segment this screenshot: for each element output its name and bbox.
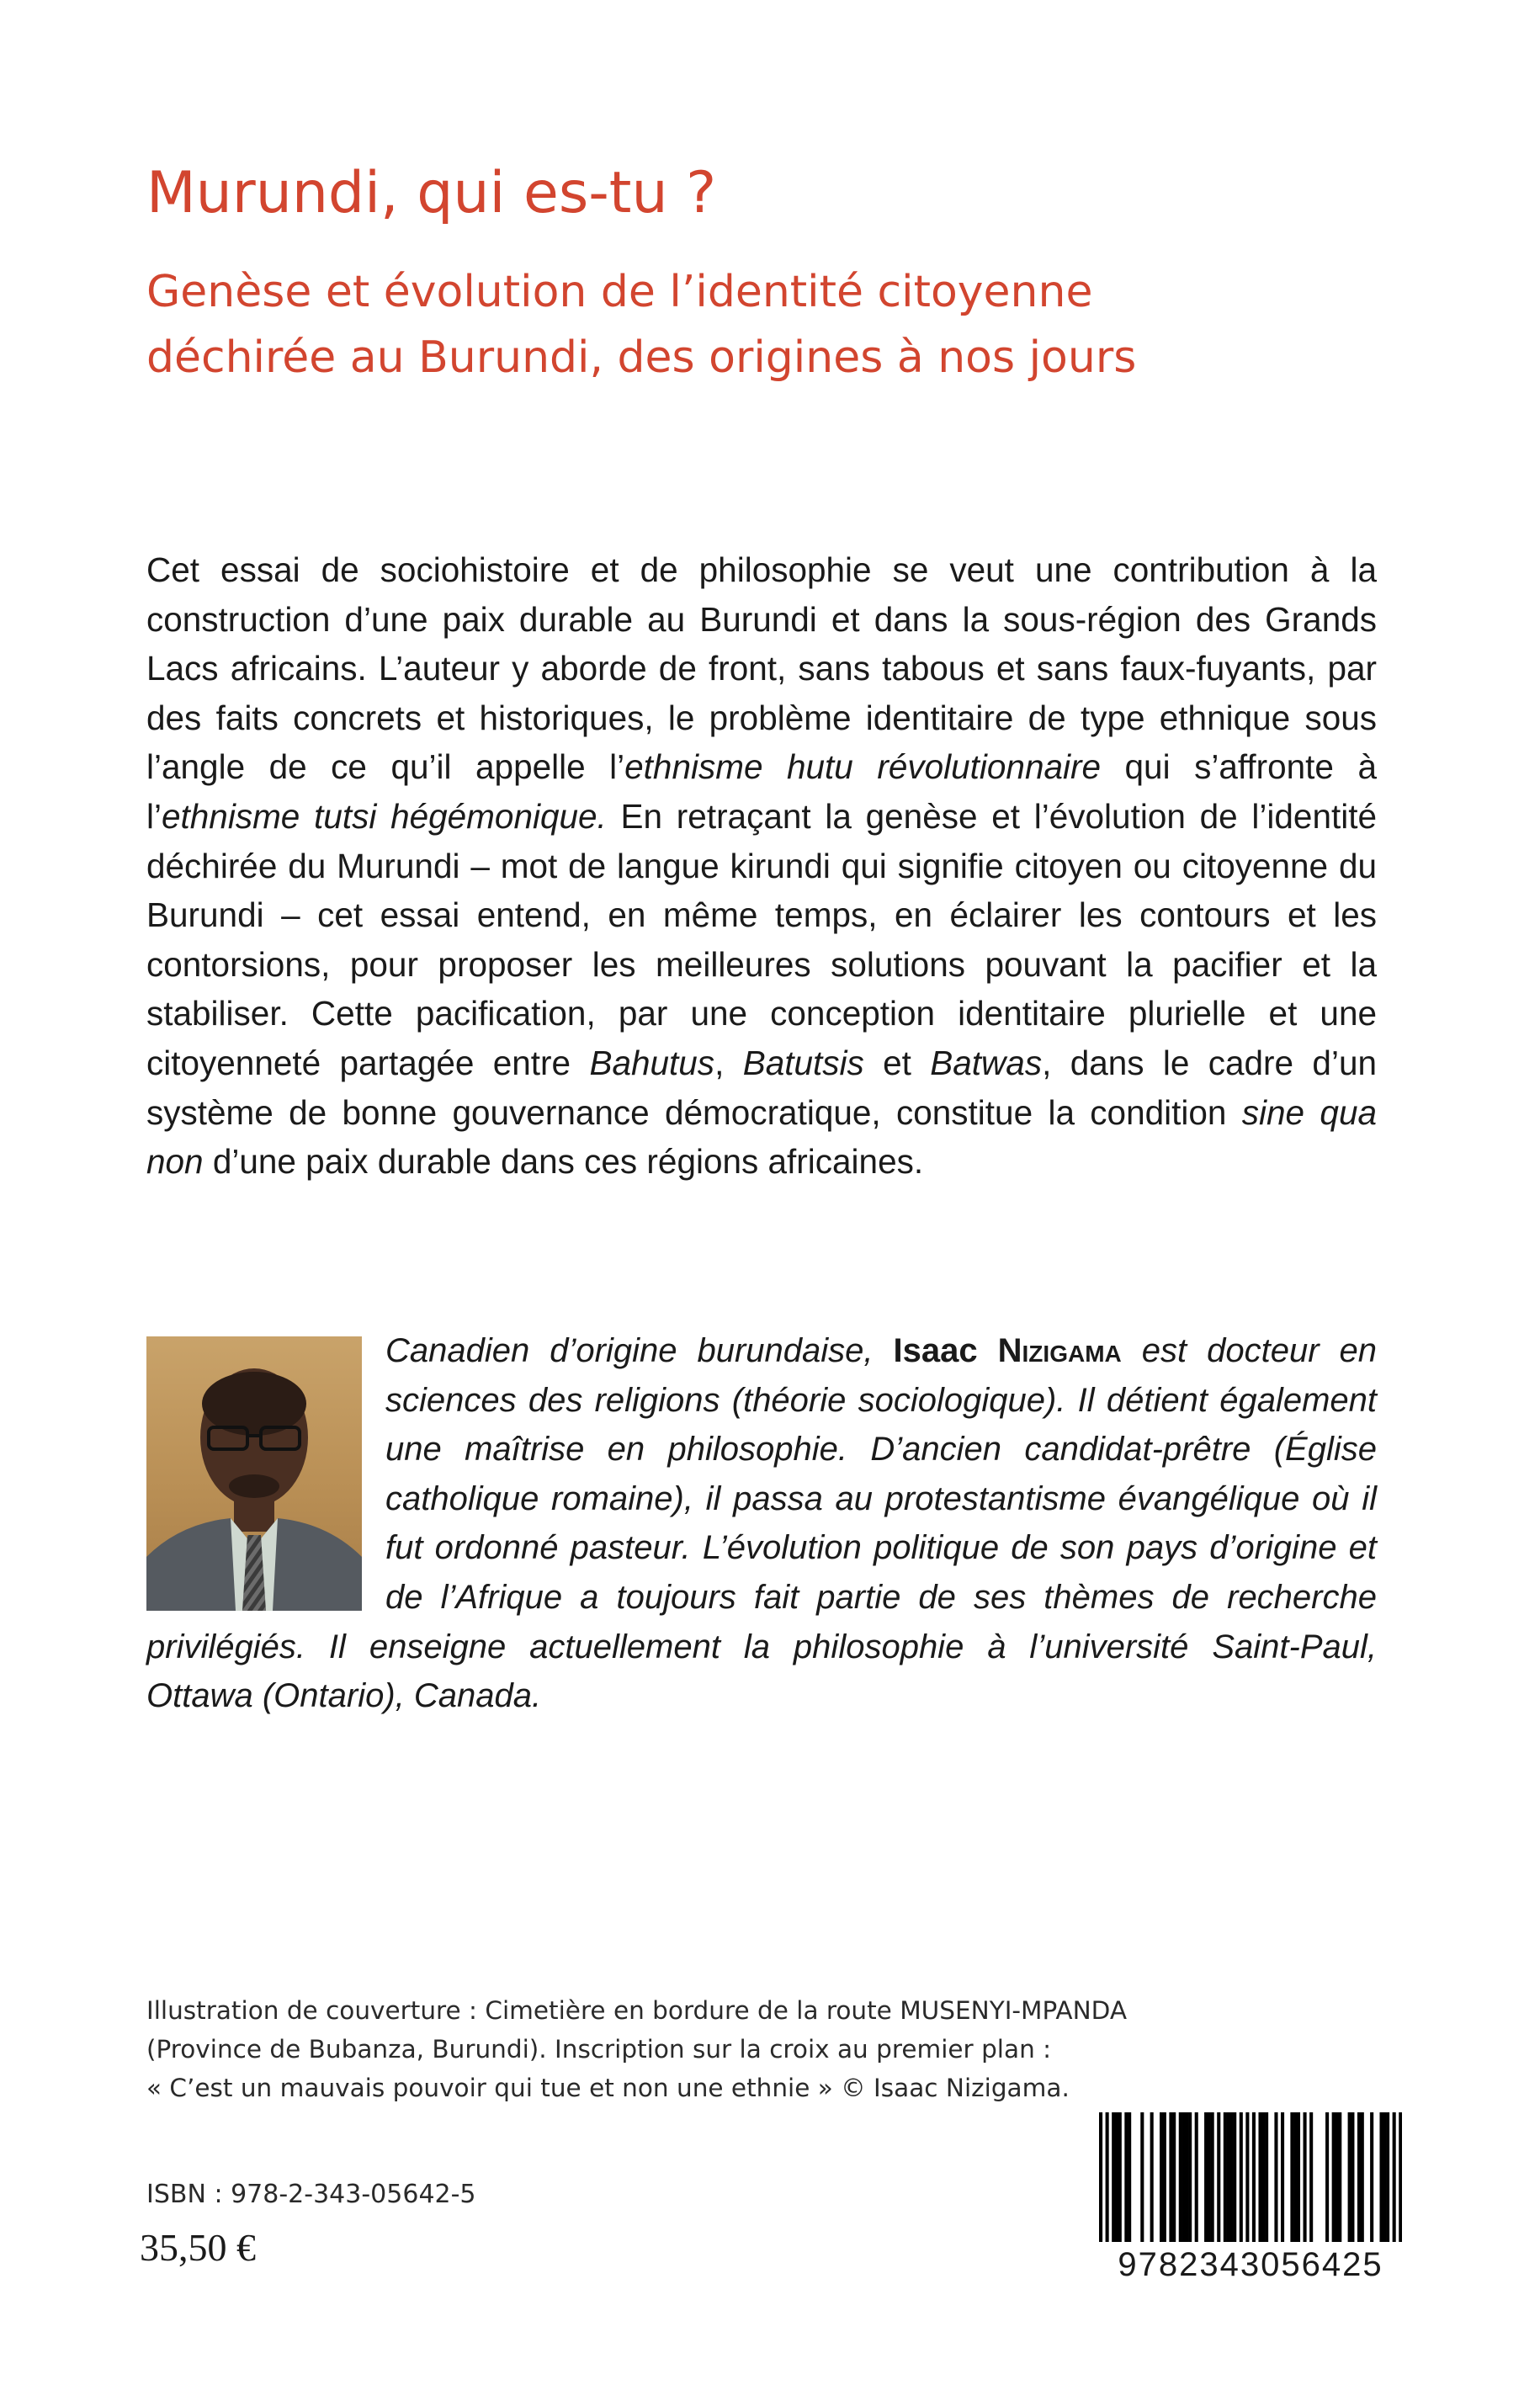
barcode-bar xyxy=(1217,2112,1220,2247)
bio-text: est docteur en sciences des religions (théorie sociologique). Il détient également une maîtrise en philosophie. D’ancien candidat-prêtre (Église catholique romaine), il passa au protestantisme évangélique où il fut ordonné pasteur. L’évolution politique de son pays d’origine et de l’Afrique a toujours fait partie de ses thèmes de recherche privilégiés. Il enseigne actuellement la philosophie à l’université Saint-Paul, Ottawa (Ontario), Canada. xyxy=(146,1332,1378,1715)
barcode-bar xyxy=(1169,2112,1172,2247)
author-first-name: Isaac xyxy=(893,1332,978,1369)
barcode-bar xyxy=(1163,2112,1166,2247)
barcode-bar xyxy=(1179,2112,1182,2247)
barcode-bar xyxy=(1383,2112,1386,2247)
barcode-bar xyxy=(1348,2112,1351,2247)
summary-emphasis: Batutsis xyxy=(742,1043,864,1082)
summary-emphasis: sine qua non xyxy=(146,1092,1377,1182)
barcode-bar xyxy=(1357,2112,1361,2247)
isbn: ISBN : 978-2-343-05642-5 xyxy=(146,2180,476,2209)
barcode-number: 9782343056425 xyxy=(1099,2242,1402,2287)
barcode-bar xyxy=(1252,2112,1256,2264)
barcode-bar xyxy=(1351,2112,1354,2247)
barcode-bar xyxy=(1338,2112,1341,2247)
barcode-bar xyxy=(1386,2112,1389,2247)
barcode-bar xyxy=(1172,2112,1176,2247)
barcode-bar xyxy=(1393,2112,1396,2264)
barcode-bar xyxy=(1297,2112,1300,2247)
barcode-bar xyxy=(1361,2112,1364,2247)
barcode-bar xyxy=(1211,2112,1214,2247)
barcode-bar xyxy=(1233,2112,1236,2247)
book-subtitle xyxy=(146,259,1459,390)
barcode-bar xyxy=(1281,2112,1284,2247)
barcode-bar xyxy=(1265,2112,1268,2247)
summary-emphasis: ethnisme hutu révolutionnaire xyxy=(624,747,1102,787)
barcode-bar xyxy=(1182,2112,1186,2247)
author-photo xyxy=(146,1336,362,1611)
cover-illustration-credit xyxy=(146,1991,1240,2107)
bio-intro: Canadien d’origine burundaise, xyxy=(385,1332,894,1369)
barcode-bar xyxy=(1160,2112,1163,2247)
barcode-bar xyxy=(1293,2112,1297,2247)
barcode-bar xyxy=(1325,2112,1329,2247)
summary-text xyxy=(146,545,1377,1187)
summary-part: qui s’affronte à l’ xyxy=(146,747,1377,836)
author-portrait-icon xyxy=(146,1336,362,1611)
barcode-bar xyxy=(1290,2112,1293,2247)
barcode-bar xyxy=(1188,2112,1192,2247)
price: 35,50 € xyxy=(140,2226,256,2269)
credit-line-2: (Province de Bubanza, Burundi). Inscription sur la croix au premier plan : xyxy=(146,2035,1052,2064)
subtitle-line-2: déchirée au Burundi, des origines à nos jours xyxy=(146,332,1137,383)
barcode-bar xyxy=(1124,2112,1128,2247)
barcode-bar xyxy=(1261,2112,1265,2247)
barcode-bar xyxy=(1274,2112,1277,2247)
barcode-bar xyxy=(1208,2112,1211,2247)
barcode-bar xyxy=(1335,2112,1338,2247)
summary-emphasis: Bahutus xyxy=(589,1043,715,1082)
author-last-name: Nizigama xyxy=(997,1332,1122,1369)
barcode-bar xyxy=(1118,2112,1122,2247)
barcode-bar xyxy=(1204,2112,1208,2247)
barcode-bar xyxy=(1370,2112,1373,2247)
barcode-bar xyxy=(1304,2112,1307,2247)
summary-part: En retraçant la genèse et l’évolution de l’identité déchirée du Murundi – mot de langue kirundi qui signifie citoyen ou citoyenne du Burundi – cet essai entend, en même temps, en éclairer les contours et les contorsions, pour proposer les meilleures solutions pouvant la pacifier et la stabiliser. Cette pacification, par une conception identitaire plurielle et une citoyenneté partagée entre xyxy=(146,796,1377,1082)
barcode-bar xyxy=(1115,2112,1118,2247)
barcode-bar xyxy=(1240,2112,1243,2247)
subtitle-line-1: Genèse et évolution de l’identité citoyenne xyxy=(146,267,1093,317)
barcode-bar xyxy=(1224,2112,1227,2247)
credit-line-3: « C’est un mauvais pouvoir qui tue et non une ethnie » © Isaac Nizigama. xyxy=(146,2074,1070,2102)
barcode-bar xyxy=(1185,2112,1188,2247)
author-bio xyxy=(146,1326,1377,1721)
summary-emphasis: Batwas xyxy=(930,1043,1043,1082)
barcode-bar xyxy=(1099,2112,1102,2264)
barcode-bar xyxy=(1309,2112,1313,2247)
barcode-bar xyxy=(1379,2112,1383,2247)
barcode-bar xyxy=(1195,2112,1198,2247)
barcode-bar xyxy=(1106,2112,1109,2264)
summary-part: , dans le cadre d’un système de bonne gouvernance démocratique, constitue la condition xyxy=(146,1043,1377,1132)
barcode-bar xyxy=(1112,2112,1115,2247)
barcode-bar xyxy=(1150,2112,1154,2247)
barcode-bar xyxy=(1227,2112,1230,2247)
barcode-bar xyxy=(1140,2112,1144,2247)
barcode-bar xyxy=(1128,2112,1131,2247)
summary-part: Cet essai de sociohistoire et de philosophie se veut une contribution à la construction d’une paix durable au Burundi et dans la sous-région des Grands Lacs africains. L’auteur y aborde de front, sans tabous et sans faux-fuyants, par des faits concrets et historiques, le problème identitaire de type ethnique sous l’angle de ce qu’il appelle l’ xyxy=(146,550,1377,787)
barcode-bar xyxy=(1332,2112,1336,2247)
barcode-bar xyxy=(1399,2112,1402,2264)
summary-part: et xyxy=(863,1043,931,1082)
credit-line-1: Illustration de couverture : Cimetière en bordure de la route MUSENYI-MPANDA xyxy=(146,1996,1128,2025)
barcode-bar xyxy=(1258,2112,1261,2247)
summary-part: d’une paix durable dans ces régions africaines. xyxy=(203,1142,924,1182)
barcode-bar xyxy=(1245,2112,1249,2264)
summary-part: , xyxy=(714,1043,743,1082)
book-title: Murundi, qui es-tu ? xyxy=(146,160,717,226)
barcode-bar xyxy=(1229,2112,1233,2247)
summary-emphasis: ethnisme tutsi hégémonique. xyxy=(162,796,607,836)
